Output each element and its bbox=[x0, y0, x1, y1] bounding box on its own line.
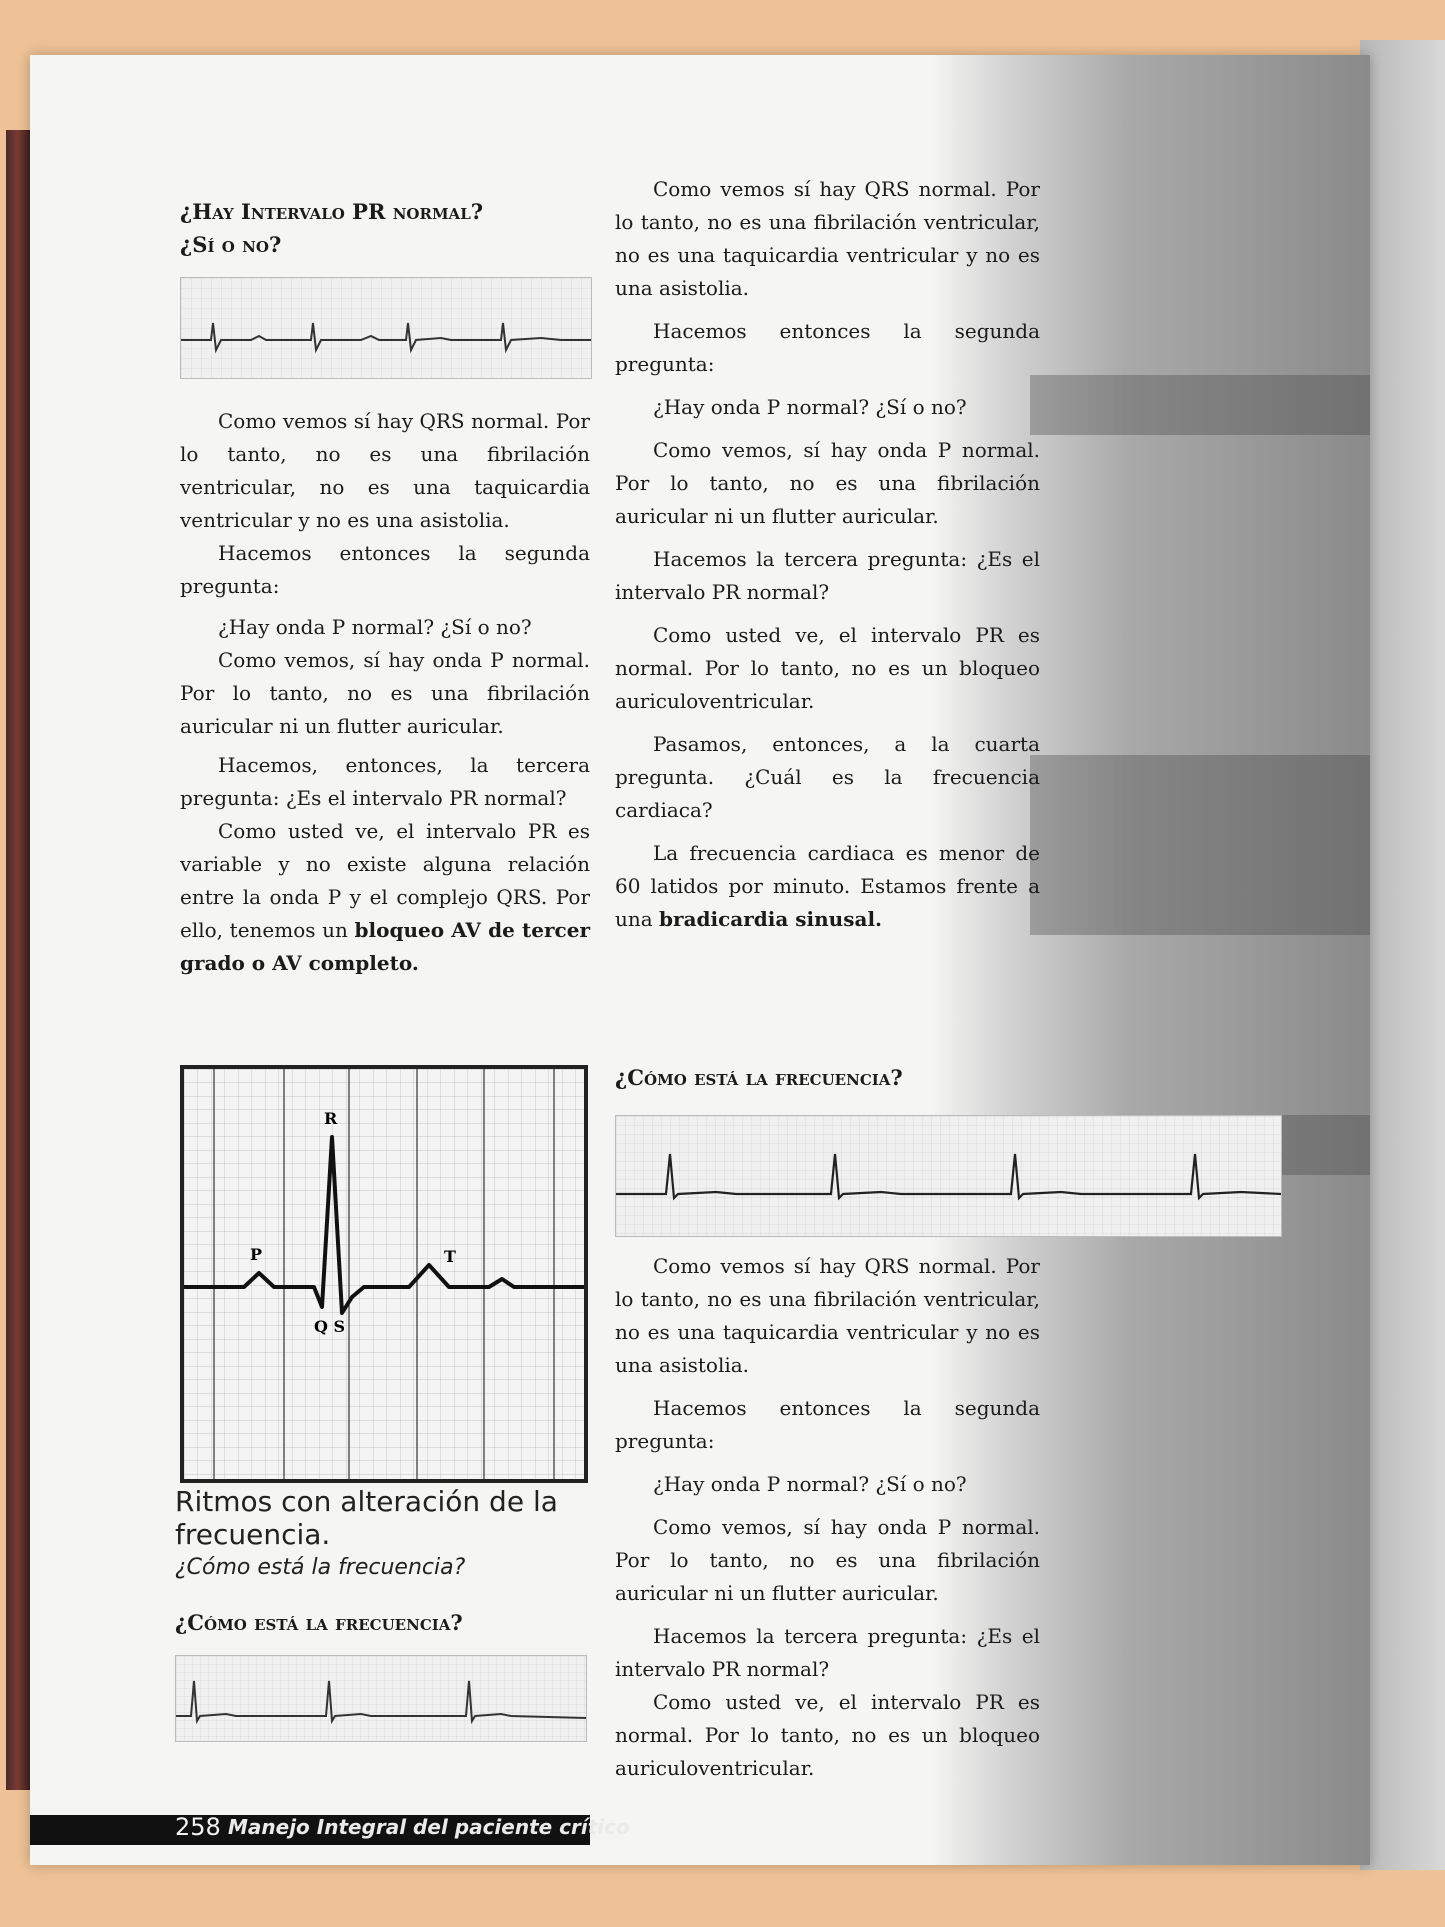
paragraph-text: Como usted ve, el intervalo PR es variable y no existe alguna relación entre la onda P y el complejo QRS. Por ello, tenemos un bbox=[180, 819, 590, 942]
heading-pr-interval: ¿Hay Intervalo PR normal? bbox=[180, 199, 484, 224]
paragraph: Como vemos sí hay QRS normal. Por lo tanto, no es una fibrilación ventricular, no es una taquicardia ventricular y no es una asistolia. bbox=[180, 409, 590, 532]
paragraph: Hacemos la tercera pregunta: ¿Es el intervalo PR normal? bbox=[615, 1624, 1040, 1681]
page-number: 258 bbox=[175, 1813, 221, 1841]
ecg-strip-right bbox=[615, 1115, 1282, 1237]
paragraph: ¿Hay onda P normal? ¿Sí o no? bbox=[653, 1472, 967, 1496]
paragraph: Como usted ve, el intervalo PR es normal. Por lo tanto, no es un bloqueo auriculoventricular. bbox=[615, 1690, 1040, 1780]
bold-term: bradicardia sinusal. bbox=[659, 907, 883, 931]
paragraph: ¿Hay onda P normal? ¿Sí o no? bbox=[218, 615, 532, 639]
paragraph: Pasamos, entonces, a la cuarta pregunta. ¿Cuál es la frecuencia cardiaca? bbox=[615, 732, 1040, 822]
mural-band bbox=[1030, 755, 1370, 935]
heading-yes-no: ¿Sí o no? bbox=[180, 232, 282, 257]
ecg-pqrst-diagram bbox=[180, 1065, 588, 1483]
ecg-label-p: P bbox=[250, 1245, 263, 1264]
paragraph-bradycardia bbox=[615, 837, 1040, 936]
paragraph: Como vemos sí hay QRS normal. Por lo tanto, no es una fibrilación ventricular, no es una taquicardia ventricular y no es una asistolia. bbox=[615, 177, 1040, 300]
ecg-strip-top-left bbox=[180, 277, 592, 379]
section-title: Ritmos con alteración de la frecuencia. bbox=[175, 1485, 558, 1551]
ecg-label-qs: Q S bbox=[314, 1317, 346, 1336]
paragraph: Hacemos entonces la segunda pregunta: bbox=[615, 319, 1040, 376]
paragraph: Hacemos, entonces, la tercera pregunta: ¿Es el intervalo PR normal? bbox=[180, 753, 590, 810]
paragraph: Como vemos, sí hay onda P normal. Por lo tanto, no es una fibrilación auricular ni un flutter auricular. bbox=[615, 438, 1040, 528]
paragraph: Hacemos la tercera pregunta: ¿Es el intervalo PR normal? bbox=[615, 547, 1040, 604]
facing-page-edge bbox=[1360, 40, 1445, 1870]
question-heading-right: ¿Cómo está la frecuencia? bbox=[615, 1065, 903, 1090]
book-title: Manejo Integral del paciente crítico bbox=[228, 1815, 630, 1839]
paragraph: Como vemos, sí hay onda P normal. Por lo tanto, no es una fibrilación auricular ni un flutter auricular. bbox=[180, 648, 590, 738]
right-body-top bbox=[615, 173, 1040, 936]
paragraph: Como vemos sí hay QRS normal. Por lo tanto, no es una fibrilación ventricular, no es una taquicardia ventricular y no es una asistolia. bbox=[615, 1254, 1040, 1377]
right-body-bottom bbox=[615, 1250, 1040, 1785]
ecg-strip-bottom-left bbox=[175, 1655, 587, 1742]
mural-band bbox=[1030, 375, 1370, 435]
book-page bbox=[30, 55, 1370, 1865]
paragraph: Hacemos entonces la segunda pregunta: bbox=[615, 1396, 1040, 1453]
left-body bbox=[180, 405, 590, 980]
paragraph-av-block bbox=[180, 815, 590, 980]
left-heading bbox=[180, 195, 520, 261]
question-heading-left: ¿Cómo está la frecuencia? bbox=[175, 1610, 463, 1635]
bold-term: bloqueo AV de tercer grado o AV completo. bbox=[180, 918, 590, 975]
paragraph: Hacemos entonces la segunda pregunta: bbox=[180, 541, 590, 598]
paragraph-text: La frecuencia cardiaca es menor de 60 latidos por minuto. Estamos frente a una bbox=[615, 841, 1040, 931]
paragraph: ¿Hay onda P normal? ¿Sí o no? bbox=[653, 395, 967, 419]
section-subtitle: ¿Cómo está la frecuencia? bbox=[175, 1555, 466, 1580]
ecg-label-r: R bbox=[324, 1109, 338, 1128]
paragraph: Como usted ve, el intervalo PR es normal. Por lo tanto, no es un bloqueo auriculoventricular. bbox=[615, 623, 1040, 713]
ecg-label-t: T bbox=[444, 1247, 456, 1266]
paragraph: Como vemos, sí hay onda P normal. Por lo tanto, no es una fibrilación auricular ni un flutter auricular. bbox=[615, 1515, 1040, 1605]
